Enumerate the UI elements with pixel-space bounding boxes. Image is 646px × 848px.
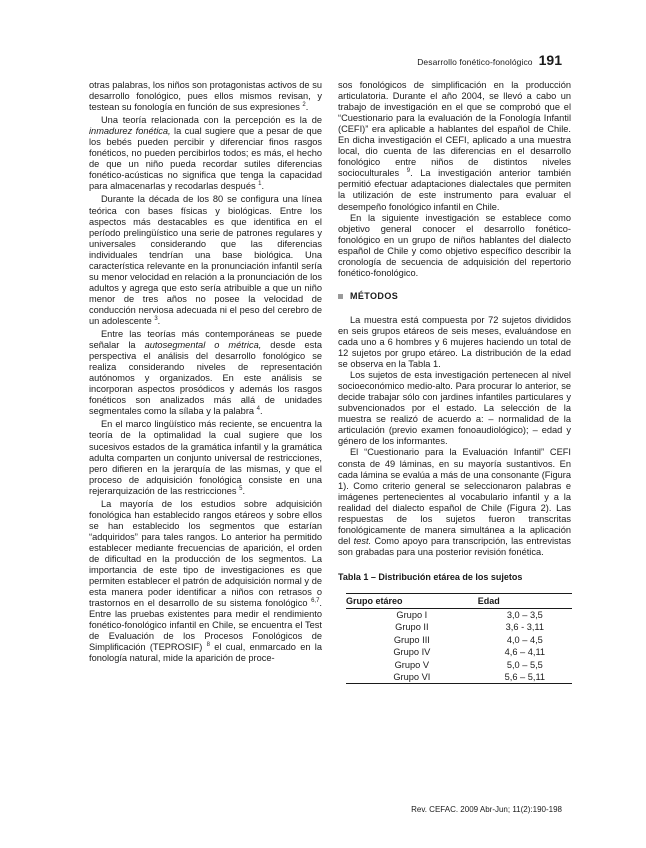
citation: 3 xyxy=(154,315,158,322)
heading-square-icon xyxy=(338,294,343,299)
table-row xyxy=(346,659,572,671)
table-cell: Grupo II xyxy=(395,622,429,633)
running-head: Desarrollo fonético-fonológico xyxy=(417,57,533,67)
citation: 4 xyxy=(256,406,260,413)
table-row xyxy=(346,621,572,633)
paragraph: sos fonológicos de simplificación en la producción articulatoria. Durante el año 2004, se llevó a cabo un trabajo de investigación en el que se comprobó que el “Cuestionario para la evaluación de la Fonología Infantil (CEFI)” era aplicable a hablantes del español de Chile. En dicha investigación el CEFI, aplicado a una muestra local, dio cuenta de las diferencias en el desarrollo fonológico entre niños de distintos niveles socioculturales $^9$. La investigación anterior también permitió efectuar adaptaciones dialectales que permiten la utilización de este instrumento para evaluar el desempeño fonológico infantil en Chile. xyxy=(338,80,571,212)
paragraph: Los sujetos de esta investigación pertenecen al nivel socioeconómico medio-alto. Para procurar lo anterior, se decide trabajar sólo con jardines infantiles particulares y subvencionados por el estado. La selección de la muestra se realizó de acuerdo a: – normalidad de la articulación (previo examen fonoaudiológico); – edad y género de los informantes. xyxy=(338,370,571,447)
table-cell: 4,0 – 4,5 xyxy=(506,634,543,645)
citation: 8 xyxy=(206,642,210,649)
table-row xyxy=(346,609,572,622)
table-row xyxy=(346,646,572,658)
table-cell: 3,0 – 3,5 xyxy=(506,610,543,621)
table-cell: Grupo I xyxy=(396,610,428,621)
table-caption: Tabla 1 – Distribución etárea de los sujetos xyxy=(338,571,523,582)
paragraph: otras palabras, los niños son protagonistas activos de su desarrollo fonológico, pues ellos mismos revisan, y testean su fonología en función de sus expresiones $^2$. xyxy=(89,80,322,113)
table-cell: 5,6 – 5,11 xyxy=(478,671,572,684)
age-distribution-table xyxy=(346,593,572,684)
paragraph: En el marco lingüístico más reciente, se encuentra la teoría de la optimalidad la cual sugiere que los sucesivos estados de la gramática infantil y la gramática adulta comparten un conjunto universal de restricciones, pero difieren en la jerarquía de las mismas, y que el proceso de adquisición fonológica consiste en una rejerarquización de las restricciones $^5$. xyxy=(89,419,322,496)
table-cell: 5,0 – 5,5 xyxy=(506,659,543,670)
journal-citation-footer: Rev. CEFAC. 2009 Abr-Jun; 11(2):190-198 xyxy=(411,805,562,814)
citation: 9 xyxy=(406,168,411,175)
table-header-row xyxy=(346,593,572,608)
page-number: 191 xyxy=(538,52,562,68)
table-cell: Grupo IV xyxy=(393,647,431,658)
table-row xyxy=(346,671,572,684)
paragraph: El “Cuestionario para la Evaluación Infantil” CEFI consta de 49 láminas, en su mayoría sustantivos. En cada lámina se evalúa a más de una consonante (Figura 1). Como criterio general se seleccionaron palabras e imágenes pertenecientes al vocabulario infantil y a la realidad del dialecto español de Chile (Figura 2). Las respuestas de los sujetos fueron transcritas fonológicamente de manera simultánea a la aplicación del test. Como apoyo para transcripción, las entrevistas son grabadas para una posterior revisión fonética. xyxy=(338,447,571,557)
table-cell: Grupo III xyxy=(393,634,430,645)
section-heading-text: MÉTODOS xyxy=(350,290,399,301)
table-cell: Grupo VI xyxy=(346,671,478,684)
column-header: Edad xyxy=(478,593,572,608)
paragraph: La muestra está compuesta por 72 sujetos divididos en seis grupos etáreos de seis meses, evaluándose en cada uno a 6 hombres y 6 mujeres haciendo un total de 12 sujetos por grupo etáreo. La distribución de la edad se observa en la Tabla 1. xyxy=(338,314,571,370)
citation: 5 xyxy=(239,485,243,492)
citation: 1 xyxy=(258,181,262,188)
left-column xyxy=(89,80,322,664)
paragraph: En la siguiente investigación se establece como objetivo general conocer el desarrollo fonético-fonológico en un grupo de niños hablantes del dialecto español de Chile y como objetivo específico describir la cronología de secuencia de adquisición del repertorio fonético-fonológico. xyxy=(338,212,571,278)
table-cell: 4,6 – 4,11 xyxy=(504,647,546,658)
citation: 2 xyxy=(302,102,306,109)
emphasis: test. xyxy=(353,535,372,546)
table-row xyxy=(346,634,572,646)
paragraph: La mayoría de los estudios sobre adquisición fonológica han establecido rangos etáreos y sobre ellos se han establecido los segmentos que estarían “adquiridos” para tales rangos. Lo anterior ha permitido establecer mediante frecuencias de aparición, el orden de dificultad en la producción de los segmentos. La importancia de este tipo de investigaciones es que permiten establecer el patrón de adquisición normal y de esta manera poder identificar a niños con retrasos o trastornos en el desarrollo de su sistema fonológico $^{6,7}$. Entre las pruebas existentes para medir el rendimiento fonético-fonológico infantil en Chile, se encuentra el Test de Evaluación de los Procesos Fonológicos de Simplificación (TEPROSIF) $^8$ el cual, enmarcado en la fonología natural, mide la aparición de proce- xyxy=(89,498,322,664)
table-cell: Grupo V xyxy=(394,659,430,670)
right-column xyxy=(338,80,571,684)
emphasis: inmadurez fonética, xyxy=(89,126,171,137)
table-cell: 3,6 - 3,11 xyxy=(505,622,545,633)
paragraph: Entre las teorías más contemporáneas se puede señalar la autosegmental o métrica, desde esta perspectiva el análisis del desarrollo fonológico se realiza considerando niveles de representación autónomos y organizados. En este análisis se incorporan aspectos prosódicos y además los rasgos fonéticos son analizados más allá de unidades segmentales como la sílaba y la palabra $^4$. xyxy=(89,329,322,417)
paragraph: Una teoría relacionada con la percepción es la de inmadurez fonética, la cual sugiere que a pesar de que los bebés pueden percibir y diferenciar finos rasgos fonéticos, no pueden percibirlos todos; es más, el hecho de que un niño pueda recordar sutiles diferencias fonético-acústicas no significa que tenga la capacidad para almacenarlas y recodarlas después $^1$. xyxy=(89,115,322,192)
page-header xyxy=(417,52,562,68)
emphasis: autosegmental o métrica, xyxy=(144,340,262,351)
column-header: Grupo etáreo xyxy=(346,593,478,608)
paragraph: Durante la década de los 80 se configura una línea teórica con bases físicas y biológicas. Entre los aspectos más destacables es que identifica en el período prelingüístico una serie de patrones regulares y universales considerando que las diferencias individuales tendrían una base biológica. Una característica relevante en la pronunciación infantil sería su menor velocidad en relación a la pronunciación de los adultos y agrega que esto sería atribuible a que un niño menor de tres años no posee la velocidad de conducción nerviosa adecuada ni el peso del cerebro de un adolescente $^3$. xyxy=(89,194,322,326)
citation: 6,7 xyxy=(311,598,320,605)
section-heading xyxy=(338,291,571,302)
